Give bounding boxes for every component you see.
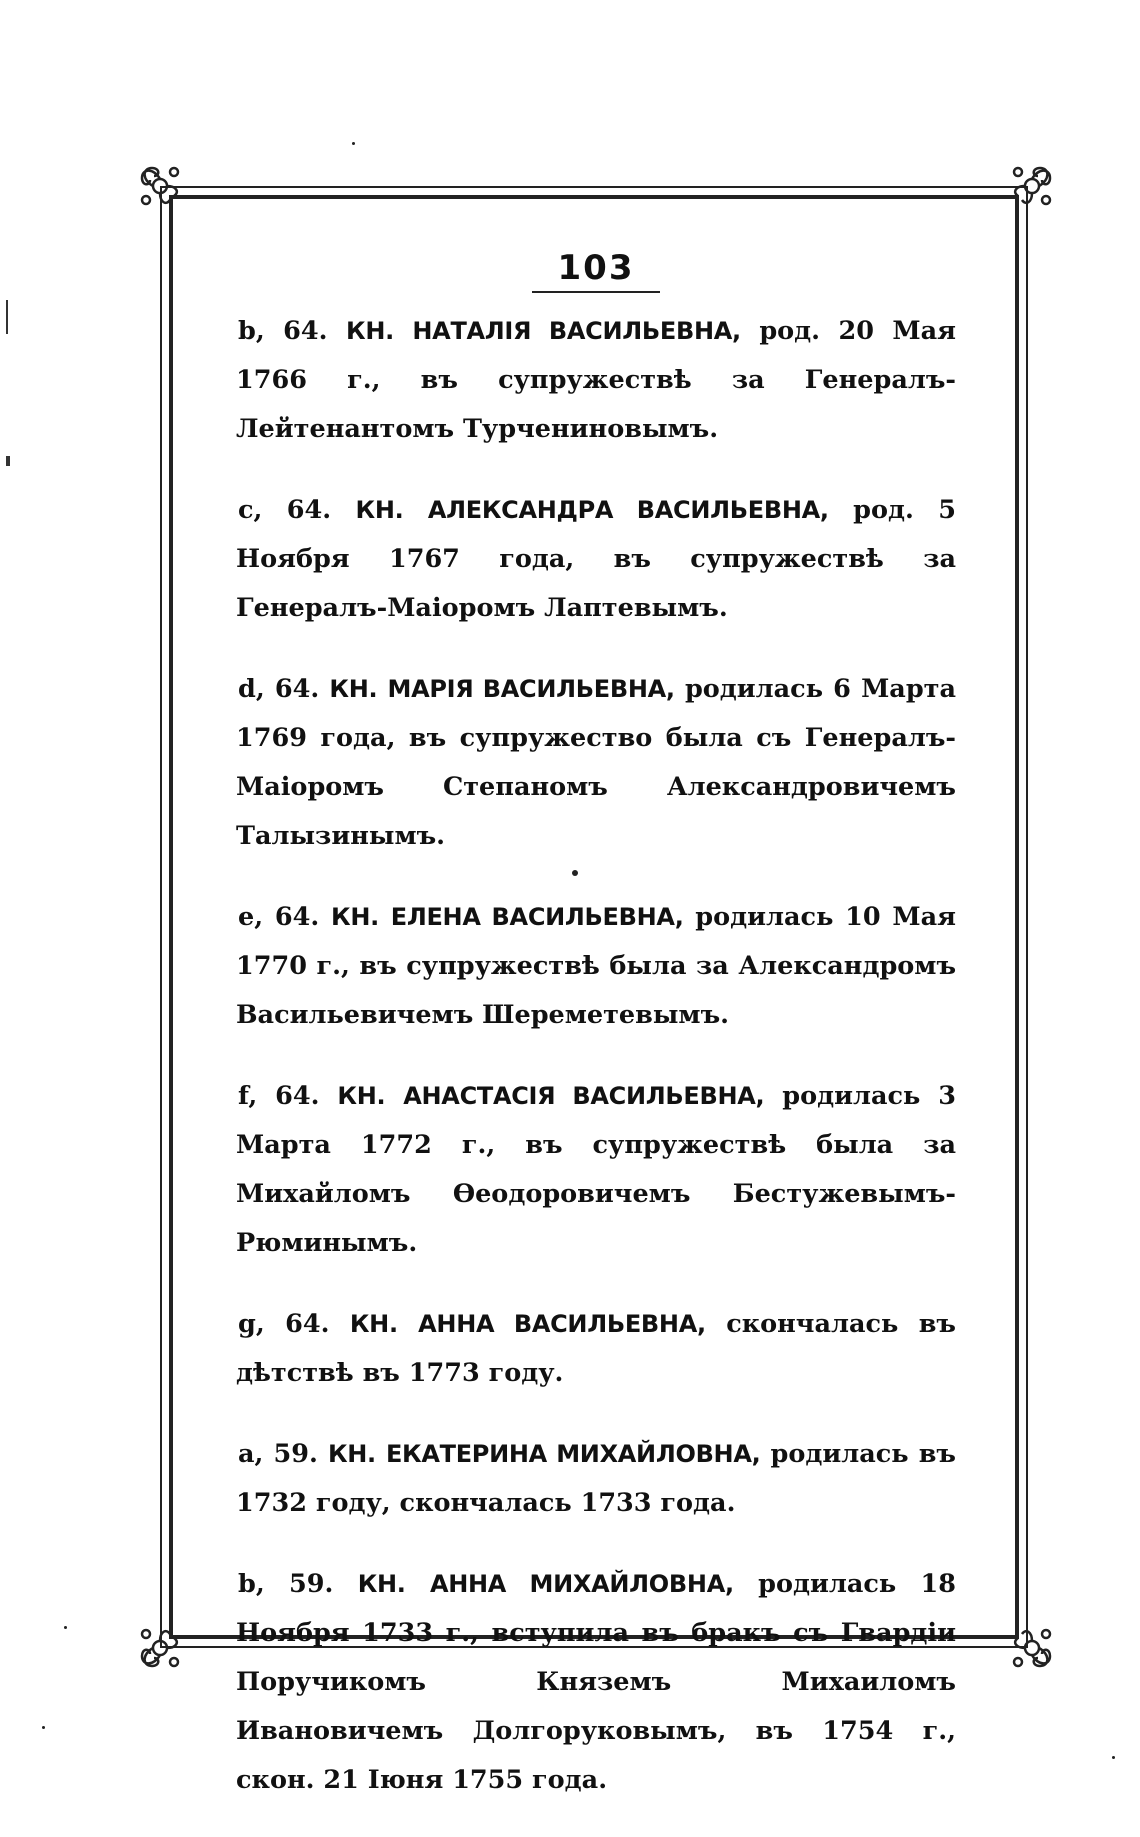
genealogy-entry	[236, 1072, 956, 1268]
corner-ornament-top-left	[136, 162, 206, 232]
entry-title: КН.	[357, 1570, 406, 1599]
entry-prefix: c, 64.	[238, 495, 332, 526]
page-content	[236, 250, 956, 1837]
entry-text: родилась 6 Марта 1769 года, въ супружество была съ Генералъ-Маіоромъ Степаномъ Александровичемъ Талызинымъ.	[236, 674, 956, 852]
entry-prefix: b, 59.	[238, 1569, 334, 1600]
genealogy-entry	[236, 486, 956, 633]
scan-mark	[6, 300, 8, 334]
entry-text: родилась 3 Марта 1772 г., въ супружествѣ была за Михайломъ Өеодоровичемъ Бестужевымъ-Рюминымъ.	[236, 1081, 956, 1259]
entry-name: АЛЕКСАНДРА ВАСИЛЬЕВНА,	[427, 496, 829, 525]
corner-ornament-top-right	[986, 162, 1056, 232]
entry-text: род. 5 Ноября 1767 года, въ супружествѣ за Генералъ-Маіоромъ Лаптевымъ.	[236, 495, 956, 624]
genealogy-entry	[236, 1560, 956, 1805]
genealogy-entry	[236, 307, 956, 454]
entry-text: родилась 10 Мая 1770 г., въ супружествѣ была за Александромъ Васильевичемъ Шереметевымъ.	[236, 902, 956, 1031]
entry-prefix: g, 64.	[238, 1309, 330, 1340]
genealogy-entry	[236, 1430, 956, 1528]
genealogy-entry	[236, 665, 956, 861]
entry-title: КН.	[355, 496, 404, 525]
entry-prefix: e, 64.	[238, 902, 320, 933]
entry-name: НАТАЛІЯ ВАСИЛЬЕВНА,	[412, 317, 741, 346]
entry-name: АННА МИХАЙЛОВНА,	[429, 1570, 734, 1599]
entry-title: КН.	[346, 317, 394, 346]
scan-speck	[64, 1626, 67, 1629]
corner-ornament-bottom-left	[136, 1602, 206, 1672]
corner-ornament-bottom-right	[986, 1602, 1056, 1672]
entry-name: АННА ВАСИЛЬЕВНА,	[418, 1310, 706, 1339]
entry-prefix: f, 64.	[238, 1081, 320, 1112]
entry-prefix: a, 59.	[238, 1439, 318, 1470]
genealogy-entry	[236, 1300, 956, 1398]
entry-title: КН.	[327, 1440, 376, 1469]
entry-text: скончалась въ дѣтствѣ въ 1773 году.	[236, 1309, 956, 1389]
entry-title: КН.	[337, 1082, 386, 1111]
scan-mark	[6, 456, 10, 466]
entry-name: АНАСТАСІЯ ВАСИЛЬЕВНА,	[403, 1082, 765, 1111]
entry-prefix: b, 64.	[238, 316, 328, 347]
entry-text: родилась въ 1732 году, скончалась 1733 года.	[236, 1439, 956, 1519]
entry-text: род. 20 Мая 1766 г., въ супружествѣ за Генералъ-Лейтенантомъ Турчениновымъ.	[236, 316, 957, 445]
scan-speck	[42, 1726, 45, 1729]
entry-title: КН.	[331, 903, 379, 932]
page-number: 103	[236, 250, 956, 293]
entry-name: МАРІЯ ВАСИЛЬЕВНА,	[387, 675, 675, 704]
scan-speck	[352, 142, 355, 145]
entry-title: КН.	[329, 675, 378, 704]
genealogy-entry	[236, 893, 956, 1040]
entry-text: родилась 18 Ноября 1733 г., вступила въ бракъ съ Гвардіи Поручикомъ Княземъ Михаиломъ Ивановичемъ Долгоруковымъ, въ 1754 г., скон. 21 Іюня 1755 года.	[236, 1569, 956, 1796]
entry-name: ЕКАТЕРИНА МИХАЙЛОВНА,	[385, 1440, 761, 1469]
entry-prefix: d, 64.	[238, 674, 320, 705]
scan-speck	[1112, 1756, 1115, 1759]
entry-name: ЕЛЕНА ВАСИЛЬЕВНА,	[390, 903, 684, 932]
entry-title: КН.	[349, 1310, 398, 1339]
